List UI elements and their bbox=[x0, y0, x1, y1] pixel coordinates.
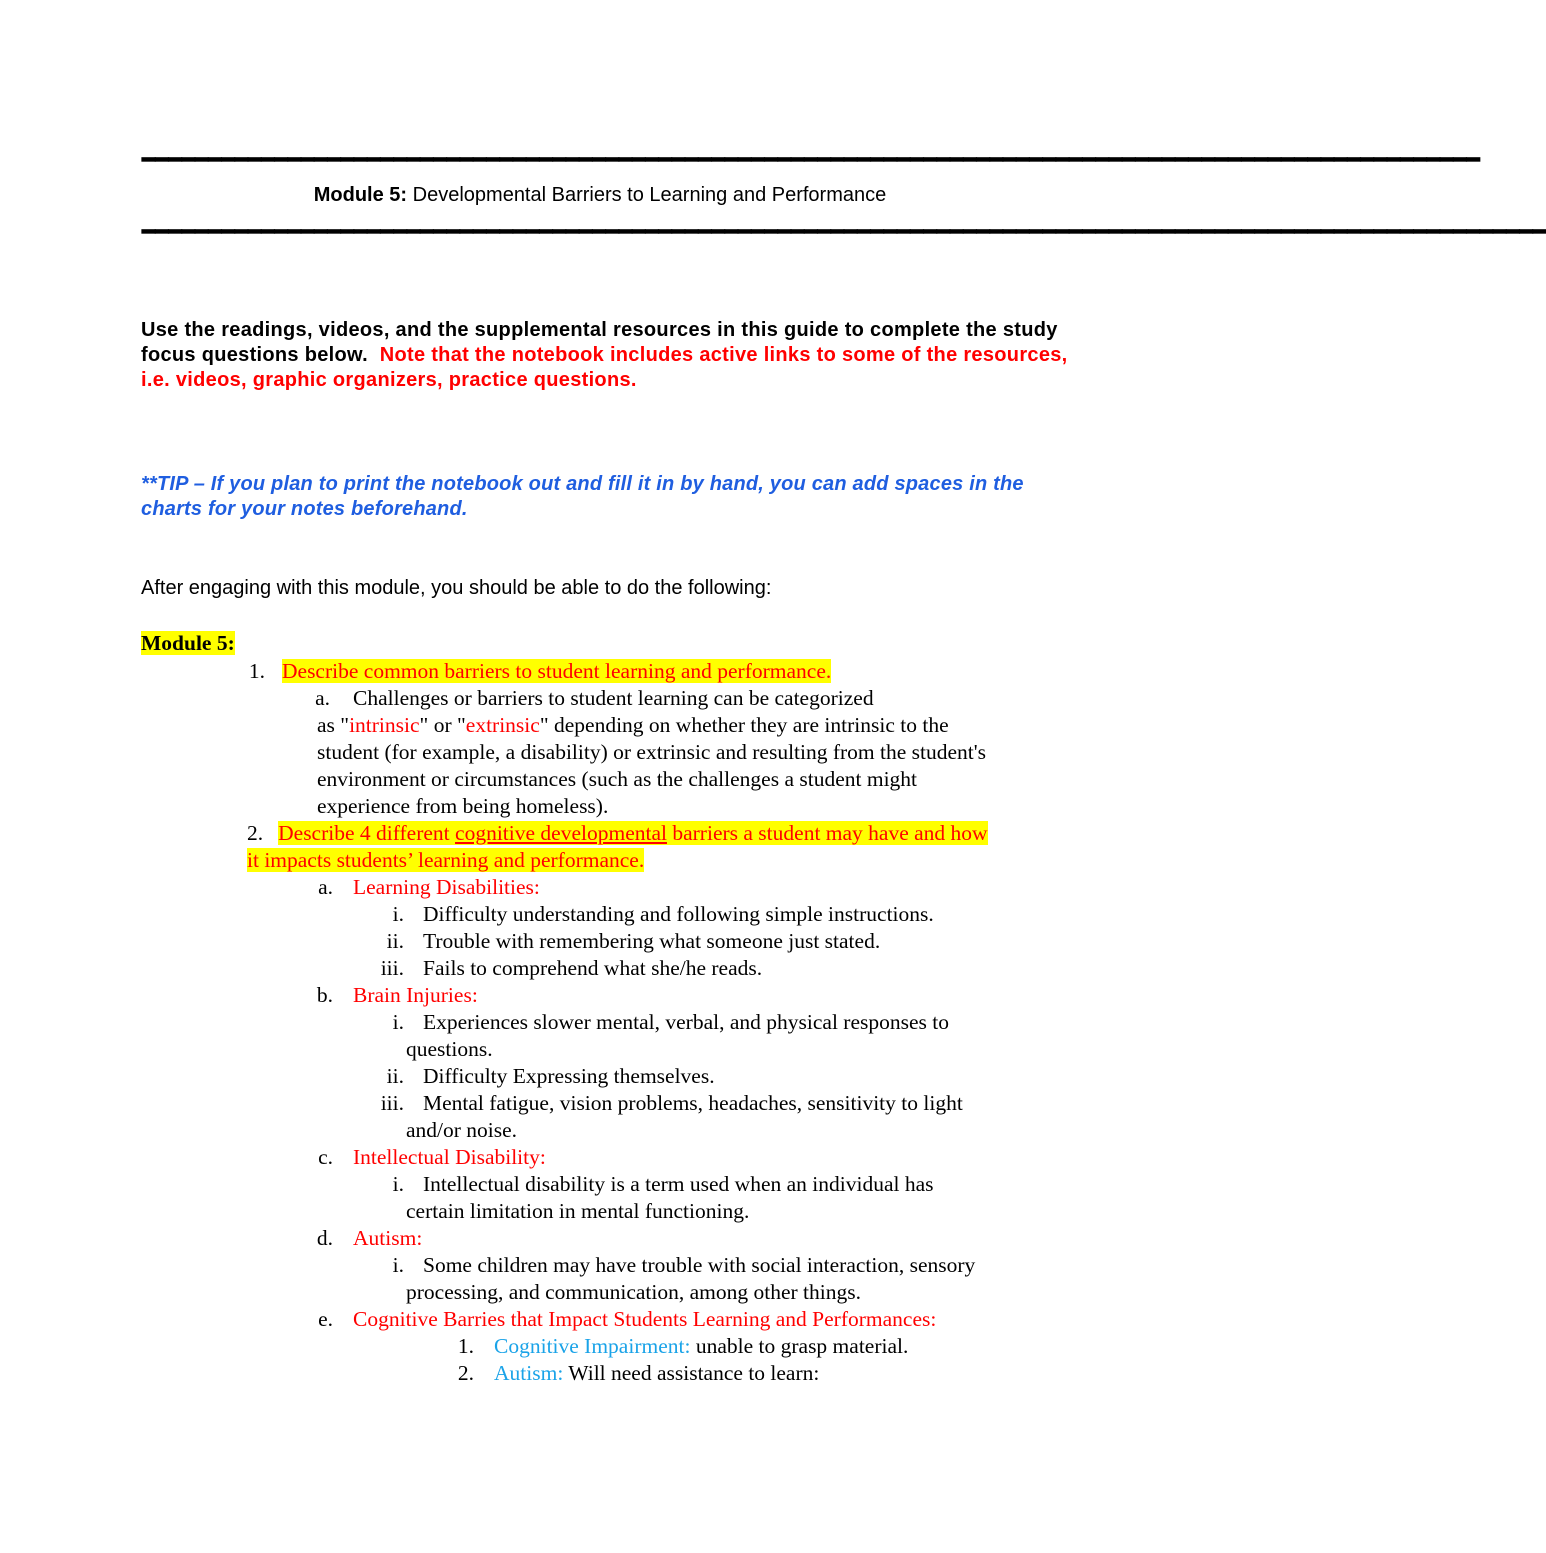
item2b-i-line1: Experiences slower mental, verbal, and physical responses to bbox=[423, 1010, 949, 1034]
item2c-i-line1: Intellectual disability is a term used when an individual has bbox=[423, 1172, 934, 1196]
intrinsic-term: intrinsic bbox=[349, 713, 420, 737]
item2c-i-line2: certain limitation in mental functioning. bbox=[406, 1199, 750, 1223]
item2b-label: Brain Injuries: bbox=[353, 983, 478, 1007]
item2c-i-marker: i. bbox=[392, 1172, 404, 1196]
objectives-lead-in: After engaging with this module, you should be able to do the following: bbox=[141, 577, 772, 599]
item2b-marker: b. bbox=[316, 983, 333, 1007]
item2b-i-marker: i. bbox=[392, 1010, 404, 1034]
item2-line1 bbox=[247, 820, 988, 847]
item1a-line3: student (for example, a disability) or extrinsic and resulting from the student's bbox=[317, 740, 987, 764]
title-text: Developmental Barriers to Learning and Performance bbox=[407, 184, 887, 206]
item2d-i-line2: processing, and communication, among other things. bbox=[406, 1280, 861, 1304]
item1a-line2 bbox=[317, 712, 949, 739]
extrinsic-term: extrinsic bbox=[465, 713, 540, 737]
module-heading-text: Module 5: bbox=[141, 631, 235, 655]
item2a-i-text: Difficulty understanding and following simple instructions. bbox=[423, 902, 934, 926]
quote-open: " bbox=[457, 713, 466, 737]
item2b-i-line2: questions. bbox=[406, 1037, 493, 1061]
quote-open: " bbox=[340, 713, 350, 737]
tip-paragraph: **TIP – If you plan to print the notebook out and fill it in by hand, you can add spaces in the charts for your notes beforehand. bbox=[141, 473, 1024, 520]
item1a-line4: environment or circumstances (such as the challenges a student might bbox=[317, 767, 918, 791]
item2a-iii-marker: iii. bbox=[380, 956, 404, 980]
title-module-label: Module 5: bbox=[313, 184, 408, 206]
item2e-2-marker: 2. bbox=[457, 1361, 474, 1385]
item1-number: 1. bbox=[248, 659, 265, 683]
item2-number: 2. bbox=[247, 821, 264, 845]
item2c-marker: c. bbox=[318, 1145, 333, 1169]
item1a-line2-rest: depending on whether they are intrinsic to the bbox=[548, 713, 949, 737]
item1a-line5: experience from being homeless). bbox=[317, 794, 609, 818]
item2b-iii-line2: and/or noise. bbox=[406, 1118, 518, 1142]
item2-line2 bbox=[247, 847, 644, 874]
item1a-as: as bbox=[317, 713, 341, 737]
item2a-label: Learning Disabilities: bbox=[353, 875, 540, 899]
item2-text-pre: Describe 4 different bbox=[278, 821, 456, 845]
item2b-iii-line1: Mental fatigue, vision problems, headaches, sensitivity to light bbox=[423, 1091, 963, 1115]
item2e-label: Cognitive Barries that Impact Students Learning and Performances: bbox=[353, 1307, 937, 1331]
item2-text-post: barriers a student may have and how bbox=[666, 821, 988, 845]
item1a-marker: a. bbox=[315, 686, 330, 710]
item2d-i-line1: Some children may have trouble with social interaction, sensory bbox=[423, 1253, 976, 1277]
header-rule-top: ━━━━━━━━━━━━━━━━━━━━━━━━━━━━━━━━━━━━━━━━━━━━━━━━━━━━━━━━━━━━━━━━━━━━━━━━━━━━━━━━━━━━━━━━━━━━━━━━━━━━━ bbox=[142, 147, 1480, 172]
item1a-line1: Challenges or barriers to student learning can be categorized bbox=[353, 686, 874, 710]
quote-close: " bbox=[419, 713, 429, 737]
item2b-iii-marker: iii. bbox=[380, 1091, 404, 1115]
quote-close: " bbox=[539, 713, 549, 737]
item2e-1-marker: 1. bbox=[457, 1334, 474, 1358]
item2a-ii-text: Trouble with remembering what someone just stated. bbox=[423, 929, 881, 953]
item2d-i-marker: i. bbox=[392, 1253, 404, 1277]
item2b-ii-text: Difficulty Expressing themselves. bbox=[423, 1064, 715, 1088]
item2d-label: Autism: bbox=[353, 1226, 423, 1250]
item2a-marker: a. bbox=[318, 875, 333, 899]
item1-text bbox=[282, 658, 831, 685]
item2e-marker: e. bbox=[318, 1307, 333, 1331]
item2b-ii-marker: ii. bbox=[386, 1064, 404, 1088]
item2-line2-text: it impacts students’ learning and performance. bbox=[247, 848, 645, 872]
item2e-1-text bbox=[494, 1333, 908, 1360]
item2a-ii-marker: ii. bbox=[386, 929, 404, 953]
header-rule-bottom: ━━━━━━━━━━━━━━━━━━━━━━━━━━━━━━━━━━━━━━━━━━━━━━━━━━━━━━━━━━━━━━━━━━━━━━━━━━━━━━━━━━━━━━━━━━━━━━━━━━━━━━━━━━ bbox=[142, 219, 1546, 244]
item2c-label: Intellectual Disability: bbox=[353, 1145, 546, 1169]
item2-underlined: cognitive developmental bbox=[455, 821, 667, 845]
item2d-marker: d. bbox=[316, 1226, 333, 1250]
intro-paragraph bbox=[141, 318, 1071, 393]
cognitive-impairment-desc: unable to grasp material. bbox=[690, 1334, 909, 1358]
item2e-2-text bbox=[494, 1360, 819, 1387]
intro-text: Use the readings, videos, and the supplemental resources in this guide to complete the study focus questions below. bbox=[141, 319, 1058, 366]
intro-note-red: Note that the notebook includes active links to some of the resources, i.e. videos, graphic organizers, practice questions. bbox=[141, 344, 1068, 391]
page-title bbox=[0, 184, 1200, 207]
autism-label: Autism: bbox=[494, 1361, 564, 1385]
module-heading bbox=[141, 630, 235, 657]
item2a-iii-text: Fails to comprehend what she/he reads. bbox=[423, 956, 763, 980]
item1a-or: or bbox=[428, 713, 457, 737]
item2a-i-marker: i. bbox=[392, 902, 404, 926]
item1-highlighted-text: Describe common barriers to student learning and performance. bbox=[282, 659, 832, 683]
cognitive-impairment-label: Cognitive Impairment: bbox=[494, 1334, 691, 1358]
autism-desc: Will need assistance to learn: bbox=[563, 1361, 820, 1385]
